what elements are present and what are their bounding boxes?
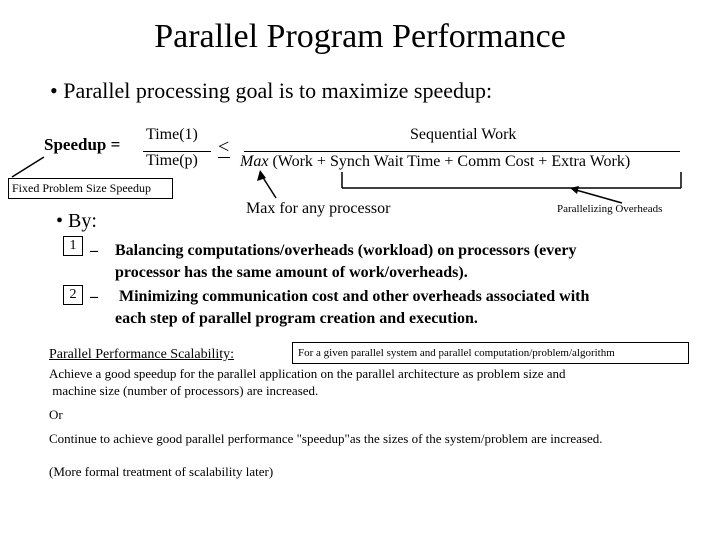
parallelizing-overheads-note: Parallelizing Overheads <box>557 203 663 215</box>
fixed-arrow-line <box>12 157 44 177</box>
work-denominator-terms: (Work + Synch Wait Time + Comm Cost + Extra Work) <box>268 153 631 170</box>
item-2-line2: each step of parallel program creation and execution. <box>115 310 478 327</box>
max-any-processor-note: Max for any processor <box>246 200 391 217</box>
item-2-dash: – <box>90 288 98 305</box>
item-1-dash: – <box>90 242 98 259</box>
item-2-line1: Minimizing communication cost and other overheads associated with <box>115 288 590 305</box>
scalability-note: (More formal treatment of scalability later) <box>49 464 274 479</box>
by-bullet: • By: <box>56 210 97 232</box>
speedup-label: Speedup = <box>44 135 121 154</box>
page-title: Parallel Program Performance <box>154 18 566 55</box>
speedup-numerator: Time(1) <box>146 126 198 143</box>
max-arrow-line <box>262 176 276 198</box>
item-1-line2: processor has the same amount of work/overheads). <box>115 264 468 281</box>
item-1-line1: Balancing computations/overheads (workload) on processors (every <box>115 242 577 259</box>
overhead-arrow-head <box>570 186 579 194</box>
scalability-para2: Continue to achieve good parallel performance "speedup"as the sizes of the system/problem are increased. <box>49 431 603 446</box>
relation-symbol: < <box>218 136 230 158</box>
fixed-problem-size-label: Fixed Problem Size Speedup <box>8 178 173 199</box>
scalability-para1-line1: Achieve a good speedup for the parallel application on the parallel architecture as problem size and <box>49 366 566 381</box>
item-number-2: 2 <box>63 285 83 305</box>
scalability-label: Parallel Performance Scalability: <box>49 347 235 362</box>
main-bullet: • Parallel processing goal is to maximize speedup: <box>50 78 493 103</box>
item-number-1: 1 <box>63 236 83 256</box>
speedup-denominator: Time(p) <box>146 152 198 169</box>
overhead-arrow-line <box>576 190 622 203</box>
sequential-work-numerator: Sequential Work <box>410 126 517 143</box>
scalability-condition-box: For a given parallel system and parallel computation/problem/algorithm <box>292 342 689 364</box>
scalability-or: Or <box>49 407 63 422</box>
max-word: Max <box>240 153 269 170</box>
scalability-para1-line2: machine size (number of processors) are increased. <box>49 383 319 398</box>
